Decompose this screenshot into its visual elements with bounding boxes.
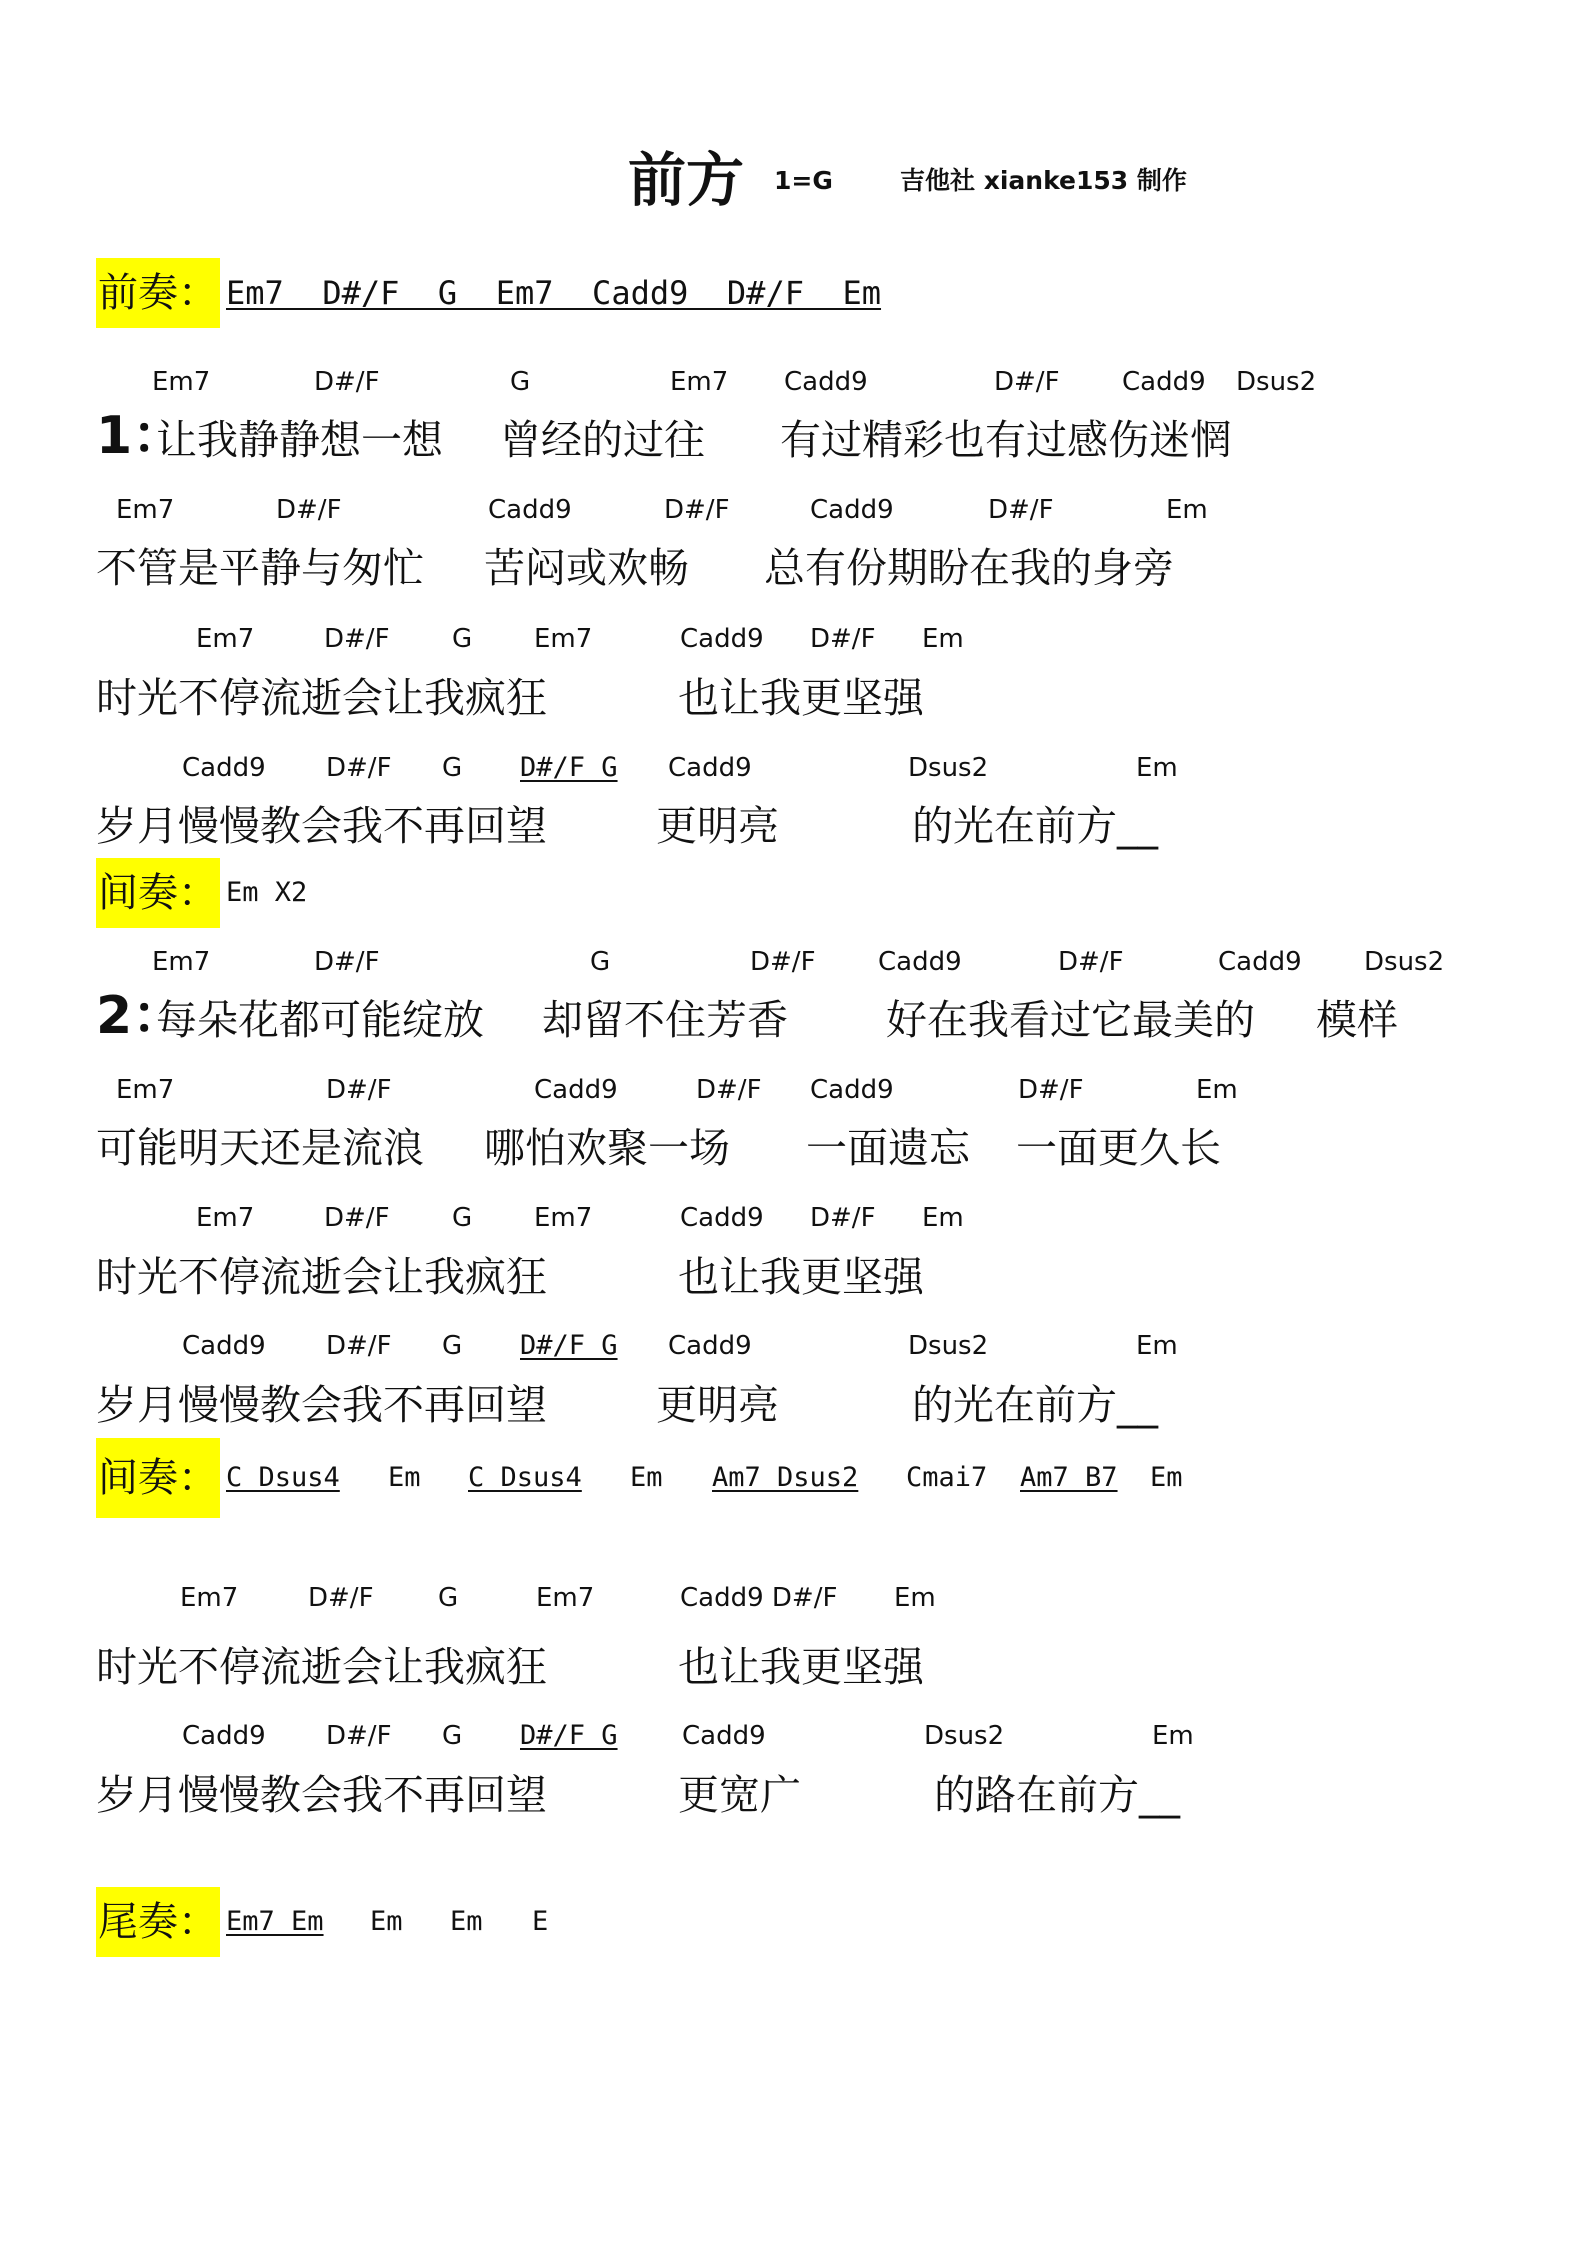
chord: Cadd9 (810, 1075, 894, 1105)
lyric-phrase: 一面更久长 (1016, 1124, 1221, 1172)
interlude-chord: C Dsus4 (226, 1462, 340, 1493)
lyric-phrase: 不管是平静与匆忙 (96, 544, 424, 592)
chord: D#/F (314, 947, 380, 977)
chord: Cadd9 (784, 367, 868, 397)
chord: Cadd9 (680, 624, 764, 654)
outro-chord: Em (450, 1906, 483, 1937)
lyric-phrase: 总有份期盼在我的身旁 (764, 544, 1174, 592)
chord: Dsus2 (1364, 947, 1445, 977)
chord-line (0, 490, 1587, 530)
chord: Cadd9 (1218, 947, 1302, 977)
chord: G (438, 1583, 459, 1613)
chord: Em7 (670, 367, 729, 397)
chord: Cadd9 (668, 1331, 752, 1361)
lyric-phrase: 也让我更坚强 (678, 674, 924, 722)
chord-line (0, 1070, 1587, 1110)
lyric-phrase: 时光不停流逝会让我疯狂 (96, 674, 547, 722)
chord: Em7 (196, 1203, 255, 1233)
lyric-line (0, 668, 1587, 728)
lyric-phrase: 一面遗忘 (806, 1124, 970, 1172)
chord: D#/F G (520, 1330, 618, 1361)
lyric-line (0, 1247, 1587, 1307)
lyric-phrase: 哪怕欢聚一场 (484, 1124, 730, 1172)
lyric-phrase: 更明亮 (656, 1381, 779, 1429)
lyric-line (0, 538, 1587, 598)
chord: G (452, 624, 473, 654)
chord: Cadd9 (182, 753, 266, 783)
section-label-interlude: 间奏： (96, 1438, 220, 1518)
lyric-phrase: 时光不停流逝会让我疯狂 (96, 1643, 547, 1691)
lyric-phrase: 却留不住芳香 (542, 996, 788, 1044)
chord: D#/F (326, 1331, 392, 1361)
chord: D#/F (276, 495, 342, 525)
lyric-line (0, 1375, 1587, 1435)
chord: D#/F (308, 1583, 374, 1613)
chord: Dsus2 (924, 1721, 1005, 1751)
chord: D#/F G (520, 1720, 618, 1751)
chord-line (0, 1716, 1587, 1756)
song-key: 1=G (774, 166, 833, 195)
lyric-phrase: 每朵花都可能绽放 (156, 996, 484, 1044)
chord-line (0, 362, 1587, 402)
chord: D#/F (326, 1721, 392, 1751)
chord: D#/F (810, 1203, 876, 1233)
lyric-phrase: 更宽广 (678, 1771, 801, 1819)
chord: Cadd9 D#/F (680, 1583, 838, 1613)
lyric-line (0, 1118, 1587, 1178)
sheet-header (0, 140, 1587, 220)
interlude-chord: Em (630, 1462, 663, 1493)
lyric-phrase: 好在我看过它最美的 (886, 996, 1255, 1044)
chord: Cadd9 (810, 495, 894, 525)
chord: Cadd9 (682, 1721, 766, 1751)
interlude-chord: C Dsus4 (468, 1462, 582, 1493)
chord: Cadd9 (680, 1203, 764, 1233)
lyric-phrase: 岁月慢慢教会我不再回望 (96, 1381, 547, 1429)
chord: D#/F (696, 1075, 762, 1105)
chord: D#/F (750, 947, 816, 977)
chord: Em (1196, 1075, 1238, 1105)
chord: Em7 (196, 624, 255, 654)
lyric-phrase: 的光在前方__ (912, 802, 1158, 850)
lyric-line (0, 796, 1587, 856)
chord: Em (894, 1583, 936, 1613)
credit-line: 吉他社 xianke153 制作 (900, 166, 1187, 195)
chord-line (0, 942, 1587, 982)
chord: Em7 (152, 947, 211, 977)
chord: D#/F (324, 624, 390, 654)
lyric-phrase: 岁月慢慢教会我不再回望 (96, 1771, 547, 1819)
verse-number: 1： (96, 406, 185, 466)
chord: Em7 (152, 367, 211, 397)
chord-line (0, 619, 1587, 659)
prelude-row (0, 258, 1587, 328)
song-title: 前方 (628, 146, 745, 214)
outro-chord: Em (370, 1906, 403, 1937)
chord-line (0, 1326, 1587, 1366)
interlude-chord: Cmai7 (906, 1462, 988, 1493)
chord: D#/F (326, 753, 392, 783)
lyric-line (0, 406, 1587, 470)
interlude-chord: Am7 Dsus2 (712, 1462, 859, 1493)
chord: Em7 (116, 495, 175, 525)
chord: G (590, 947, 611, 977)
chord: Dsus2 (908, 1331, 989, 1361)
section-label-outro: 尾奏： (96, 1887, 220, 1957)
chord: D#/F (314, 367, 380, 397)
chord: Em7 (534, 624, 593, 654)
chord: D#/F (1018, 1075, 1084, 1105)
prelude-chords: Em7 D#/F G Em7 Cadd9 D#/F Em (226, 274, 882, 312)
lyric-phrase: 也让我更坚强 (678, 1253, 924, 1301)
chord: Cadd9 (534, 1075, 618, 1105)
lyric-phrase: 时光不停流逝会让我疯狂 (96, 1253, 547, 1301)
lyric-line (0, 986, 1587, 1050)
chord: D#/F (988, 495, 1054, 525)
lyric-phrase: 曾经的过往 (500, 416, 705, 464)
lyric-phrase: 模样 (1316, 996, 1398, 1044)
chord: Em (1152, 1721, 1194, 1751)
interlude-chord: Em (388, 1462, 421, 1493)
chord: Em (1136, 753, 1178, 783)
section-label-prelude: 前奏： (96, 258, 220, 328)
interlude-row (0, 858, 1587, 928)
interlude-row (0, 1438, 1587, 1518)
chord: Cadd9 (182, 1721, 266, 1751)
chord: Dsus2 (908, 753, 989, 783)
chord: Em7 (534, 1203, 593, 1233)
chord-line (0, 748, 1587, 788)
verse-number: 2： (96, 986, 185, 1046)
chord: Cadd9 (1122, 367, 1206, 397)
chord: Em (922, 1203, 964, 1233)
chord: Em (922, 624, 964, 654)
outro-row (0, 1887, 1587, 1957)
chord: Cadd9 (668, 753, 752, 783)
chord: Cadd9 (488, 495, 572, 525)
chord: D#/F (810, 624, 876, 654)
chord: Cadd9 (878, 947, 962, 977)
lyric-line (0, 1765, 1587, 1825)
chord: G (442, 1721, 463, 1751)
section-label-interlude: 间奏： (96, 858, 220, 928)
interlude-chords: Em X2 (226, 877, 308, 908)
chord: G (442, 1331, 463, 1361)
chord: G (510, 367, 531, 397)
lyric-phrase: 的路在前方__ (934, 1771, 1180, 1819)
lyric-phrase: 的光在前方__ (912, 1381, 1158, 1429)
chord: Cadd9 (182, 1331, 266, 1361)
lyric-phrase: 让我静静想一想 (156, 416, 443, 464)
chord: Em (1166, 495, 1208, 525)
chord: D#/F G (520, 752, 618, 783)
chord: D#/F (324, 1203, 390, 1233)
interlude-chord: Em (1150, 1462, 1183, 1493)
lyric-phrase: 岁月慢慢教会我不再回望 (96, 802, 547, 850)
chord: Em7 (116, 1075, 175, 1105)
lyric-phrase: 更明亮 (656, 802, 779, 850)
interlude-chord: Am7 B7 (1020, 1462, 1118, 1493)
chord: G (452, 1203, 473, 1233)
chord: D#/F (1058, 947, 1124, 977)
lyric-phrase: 有过精彩也有过感伤迷惘 (780, 416, 1231, 464)
chord: D#/F (326, 1075, 392, 1105)
chord-line (0, 1198, 1587, 1238)
chord: G (442, 753, 463, 783)
chord: Dsus2 (1236, 367, 1317, 397)
chord: D#/F (664, 495, 730, 525)
lyric-line (0, 1637, 1587, 1697)
lyric-phrase: 可能明天还是流浪 (96, 1124, 424, 1172)
lyric-phrase: 也让我更坚强 (678, 1643, 924, 1691)
outro-chord: Em7 Em (226, 1906, 324, 1937)
outro-chord: E (532, 1906, 549, 1937)
chord: Em7 (536, 1583, 595, 1613)
chord: Em7 (180, 1583, 239, 1613)
lyric-phrase: 苦闷或欢畅 (484, 544, 689, 592)
chord: D#/F (994, 367, 1060, 397)
chord-line (0, 1578, 1587, 1618)
chord: Em (1136, 1331, 1178, 1361)
